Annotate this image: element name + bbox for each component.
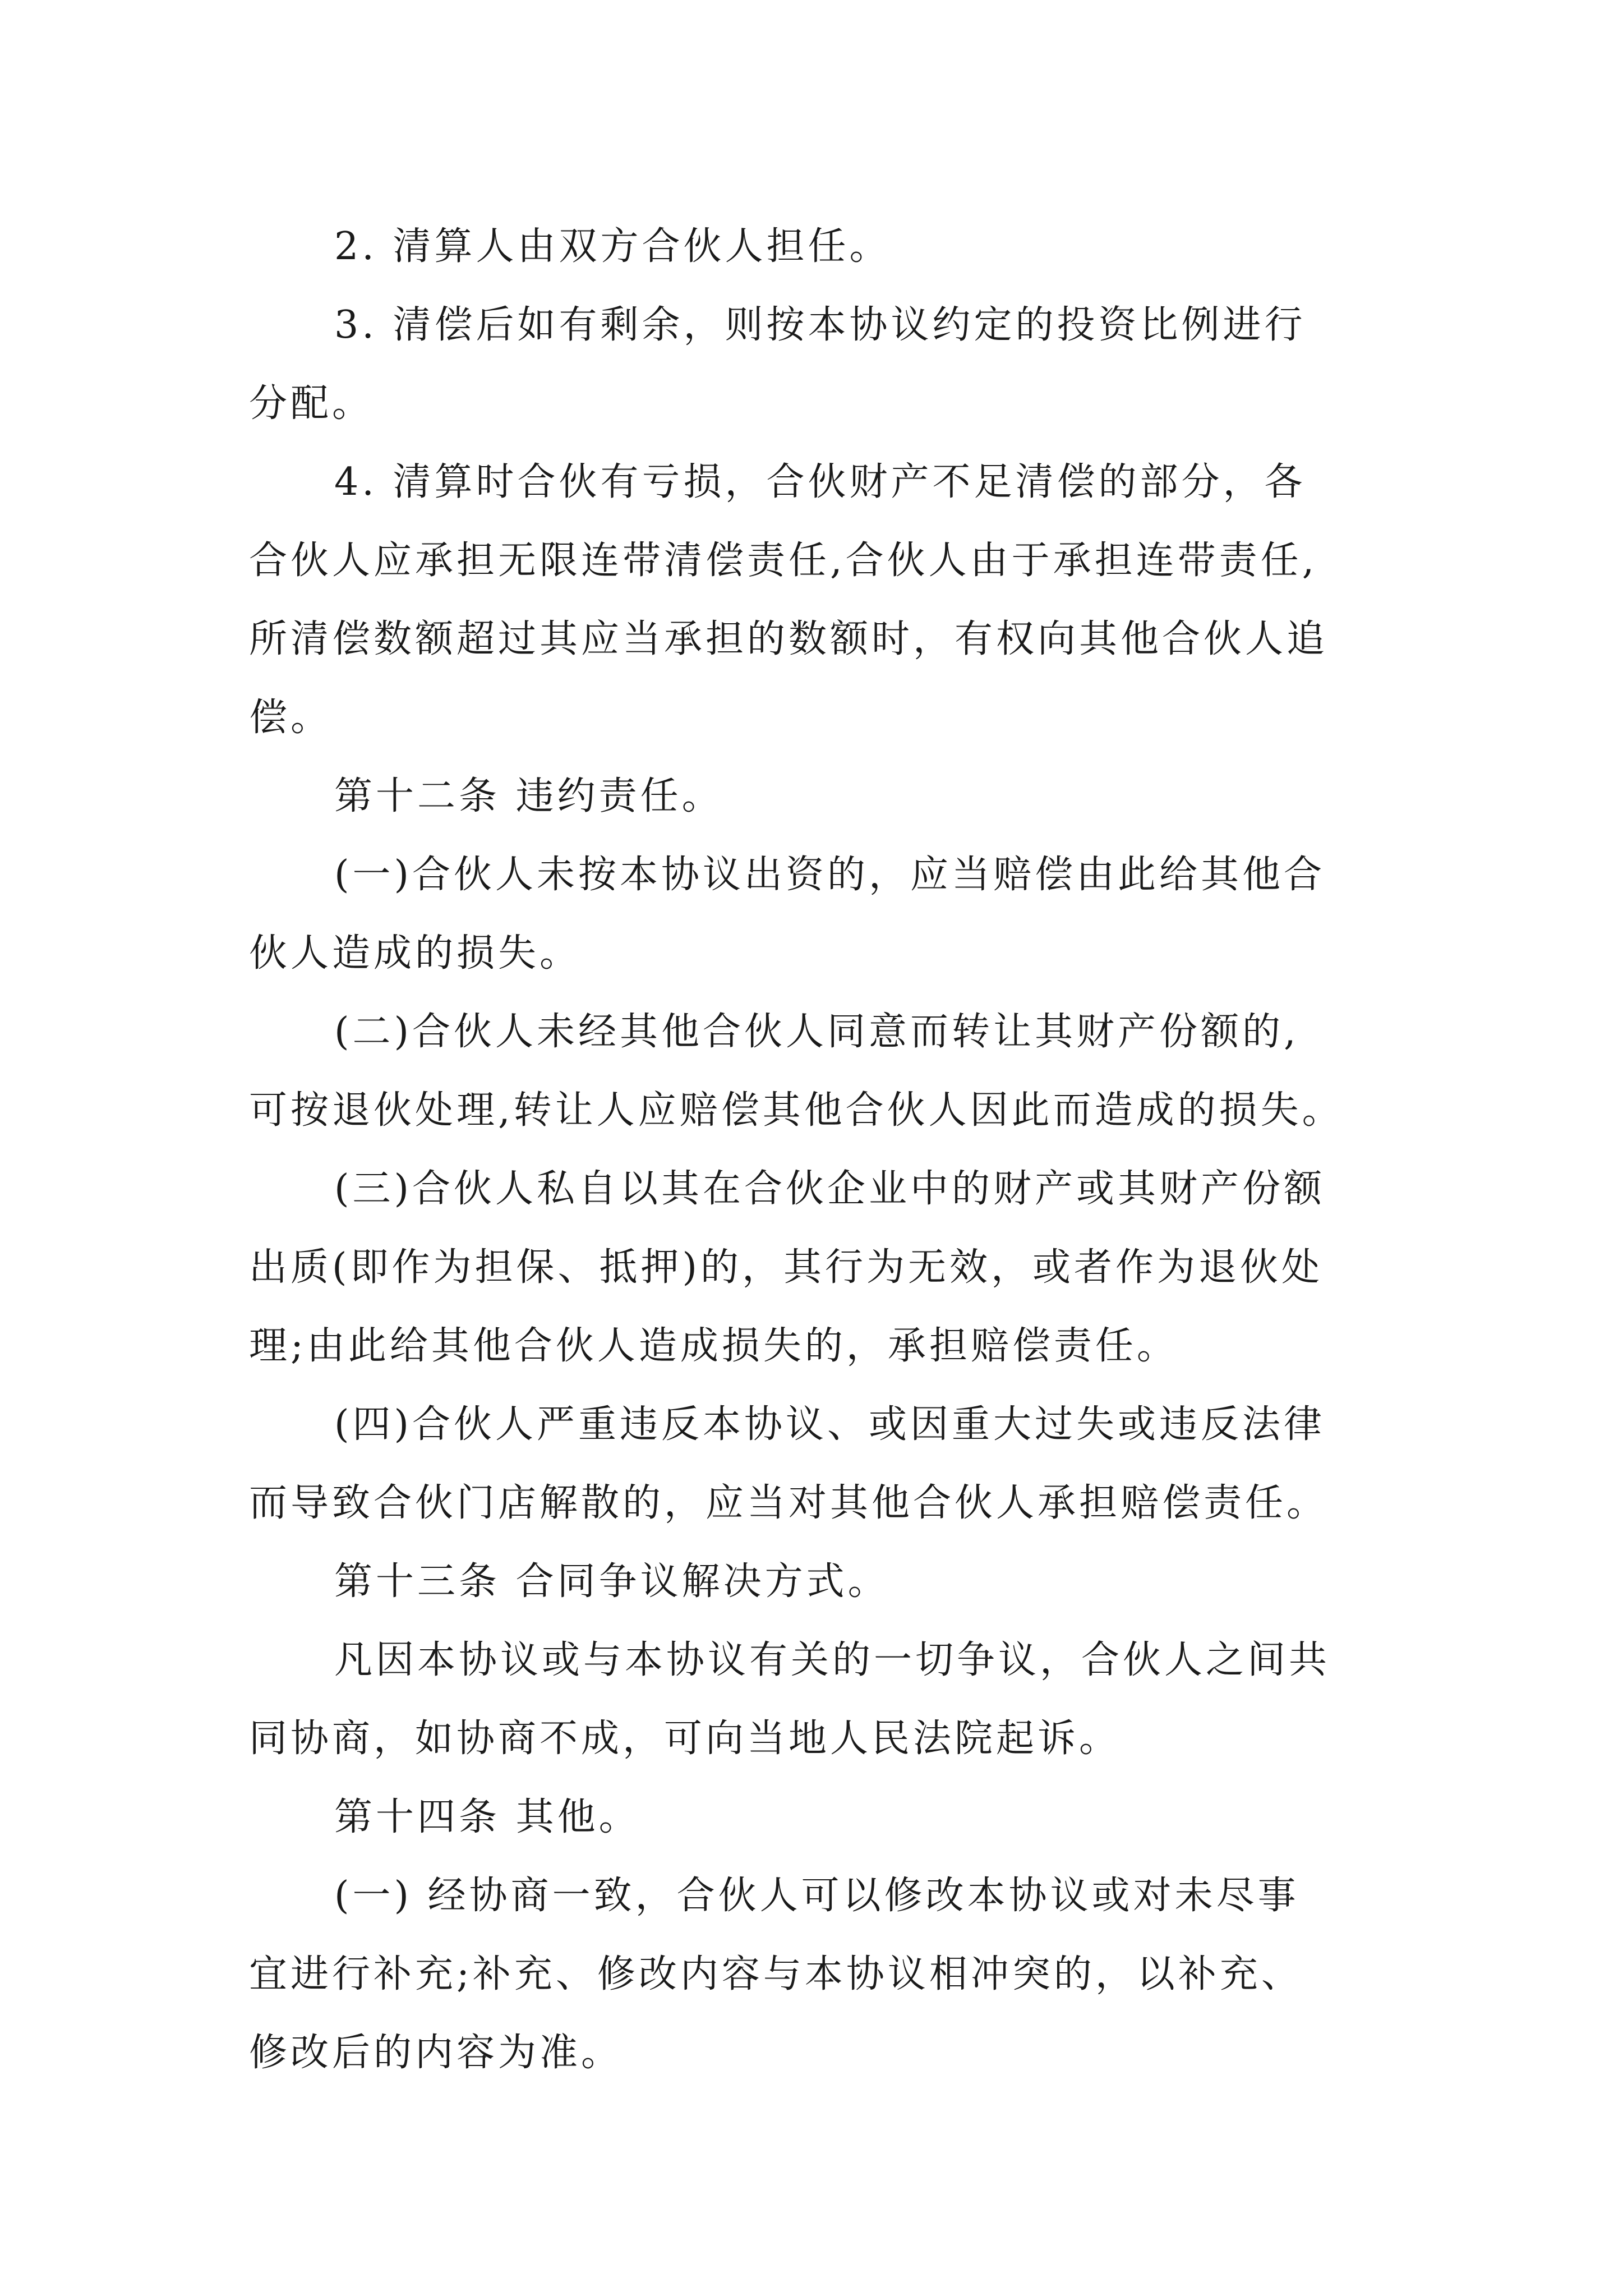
- text-line: (二)合伙人未经其他合伙人同意而转让其财产份额的,: [334, 1010, 1299, 1054]
- section-heading: 第十二条 违约责任。: [334, 774, 723, 818]
- text-line: 宜进行补充;补充、修改内容与本协议相冲突的，以补充、: [249, 1952, 1303, 1996]
- text-line: 出质(即作为担保、抵押)的，其行为无效，或者作为退伙处: [249, 1245, 1324, 1290]
- text-line: (四)合伙人严重违反本协议、或因重大过失或违反法律: [334, 1402, 1326, 1447]
- text-line: 4. 清算时合伙有亏损，合伙财产不足清偿的部分，各: [334, 460, 1306, 504]
- text-line: (一)合伙人未按本协议出资的，应当赔偿由此给其他合: [334, 853, 1326, 897]
- text-line: 修改后的内容为准。: [249, 2031, 623, 2075]
- text-line: 而导致合伙门店解散的，应当对其他合伙人承担赔偿责任。: [249, 1481, 1329, 1525]
- text-line: 所清偿数额超过其应当承担的数额时，有权向其他合伙人追: [249, 617, 1329, 661]
- section-heading: 第十三条 合同争议解决方式。: [334, 1559, 889, 1604]
- text-line: 3. 清偿后如有剩余，则按本协议约定的投资比例进行: [334, 303, 1306, 347]
- text-line: 合伙人应承担无限连带清偿责任,合伙人由于承担连带责任,: [249, 539, 1318, 583]
- text-line: (一) 经协商一致，合伙人可以修改本协议或对未尽事: [334, 1874, 1299, 1918]
- text-line: (三)合伙人私自以其在合伙企业中的财产或其财产份额: [334, 1167, 1326, 1211]
- text-line: 偿。: [249, 696, 333, 740]
- text-line: 分配。: [249, 381, 374, 426]
- section-heading: 第十四条 其他。: [334, 1795, 640, 1839]
- text-line: 同协商，如协商不成，可向当地人民法院起诉。: [249, 1717, 1121, 1761]
- text-line: 凡因本协议或与本协议有关的一切争议，合伙人之间共: [334, 1638, 1331, 1682]
- text-line: 可按退伙处理,转让人应赔偿其他合伙人因此而造成的损失。: [249, 1088, 1344, 1133]
- text-line: 伙人造成的损失。: [249, 931, 582, 976]
- document-body: [249, 208, 1382, 2092]
- text-line: 2. 清算人由双方合伙人担任。: [334, 224, 891, 269]
- text-line: 理;由此给其他合伙人造成损失的，承担赔偿责任。: [249, 1324, 1178, 1368]
